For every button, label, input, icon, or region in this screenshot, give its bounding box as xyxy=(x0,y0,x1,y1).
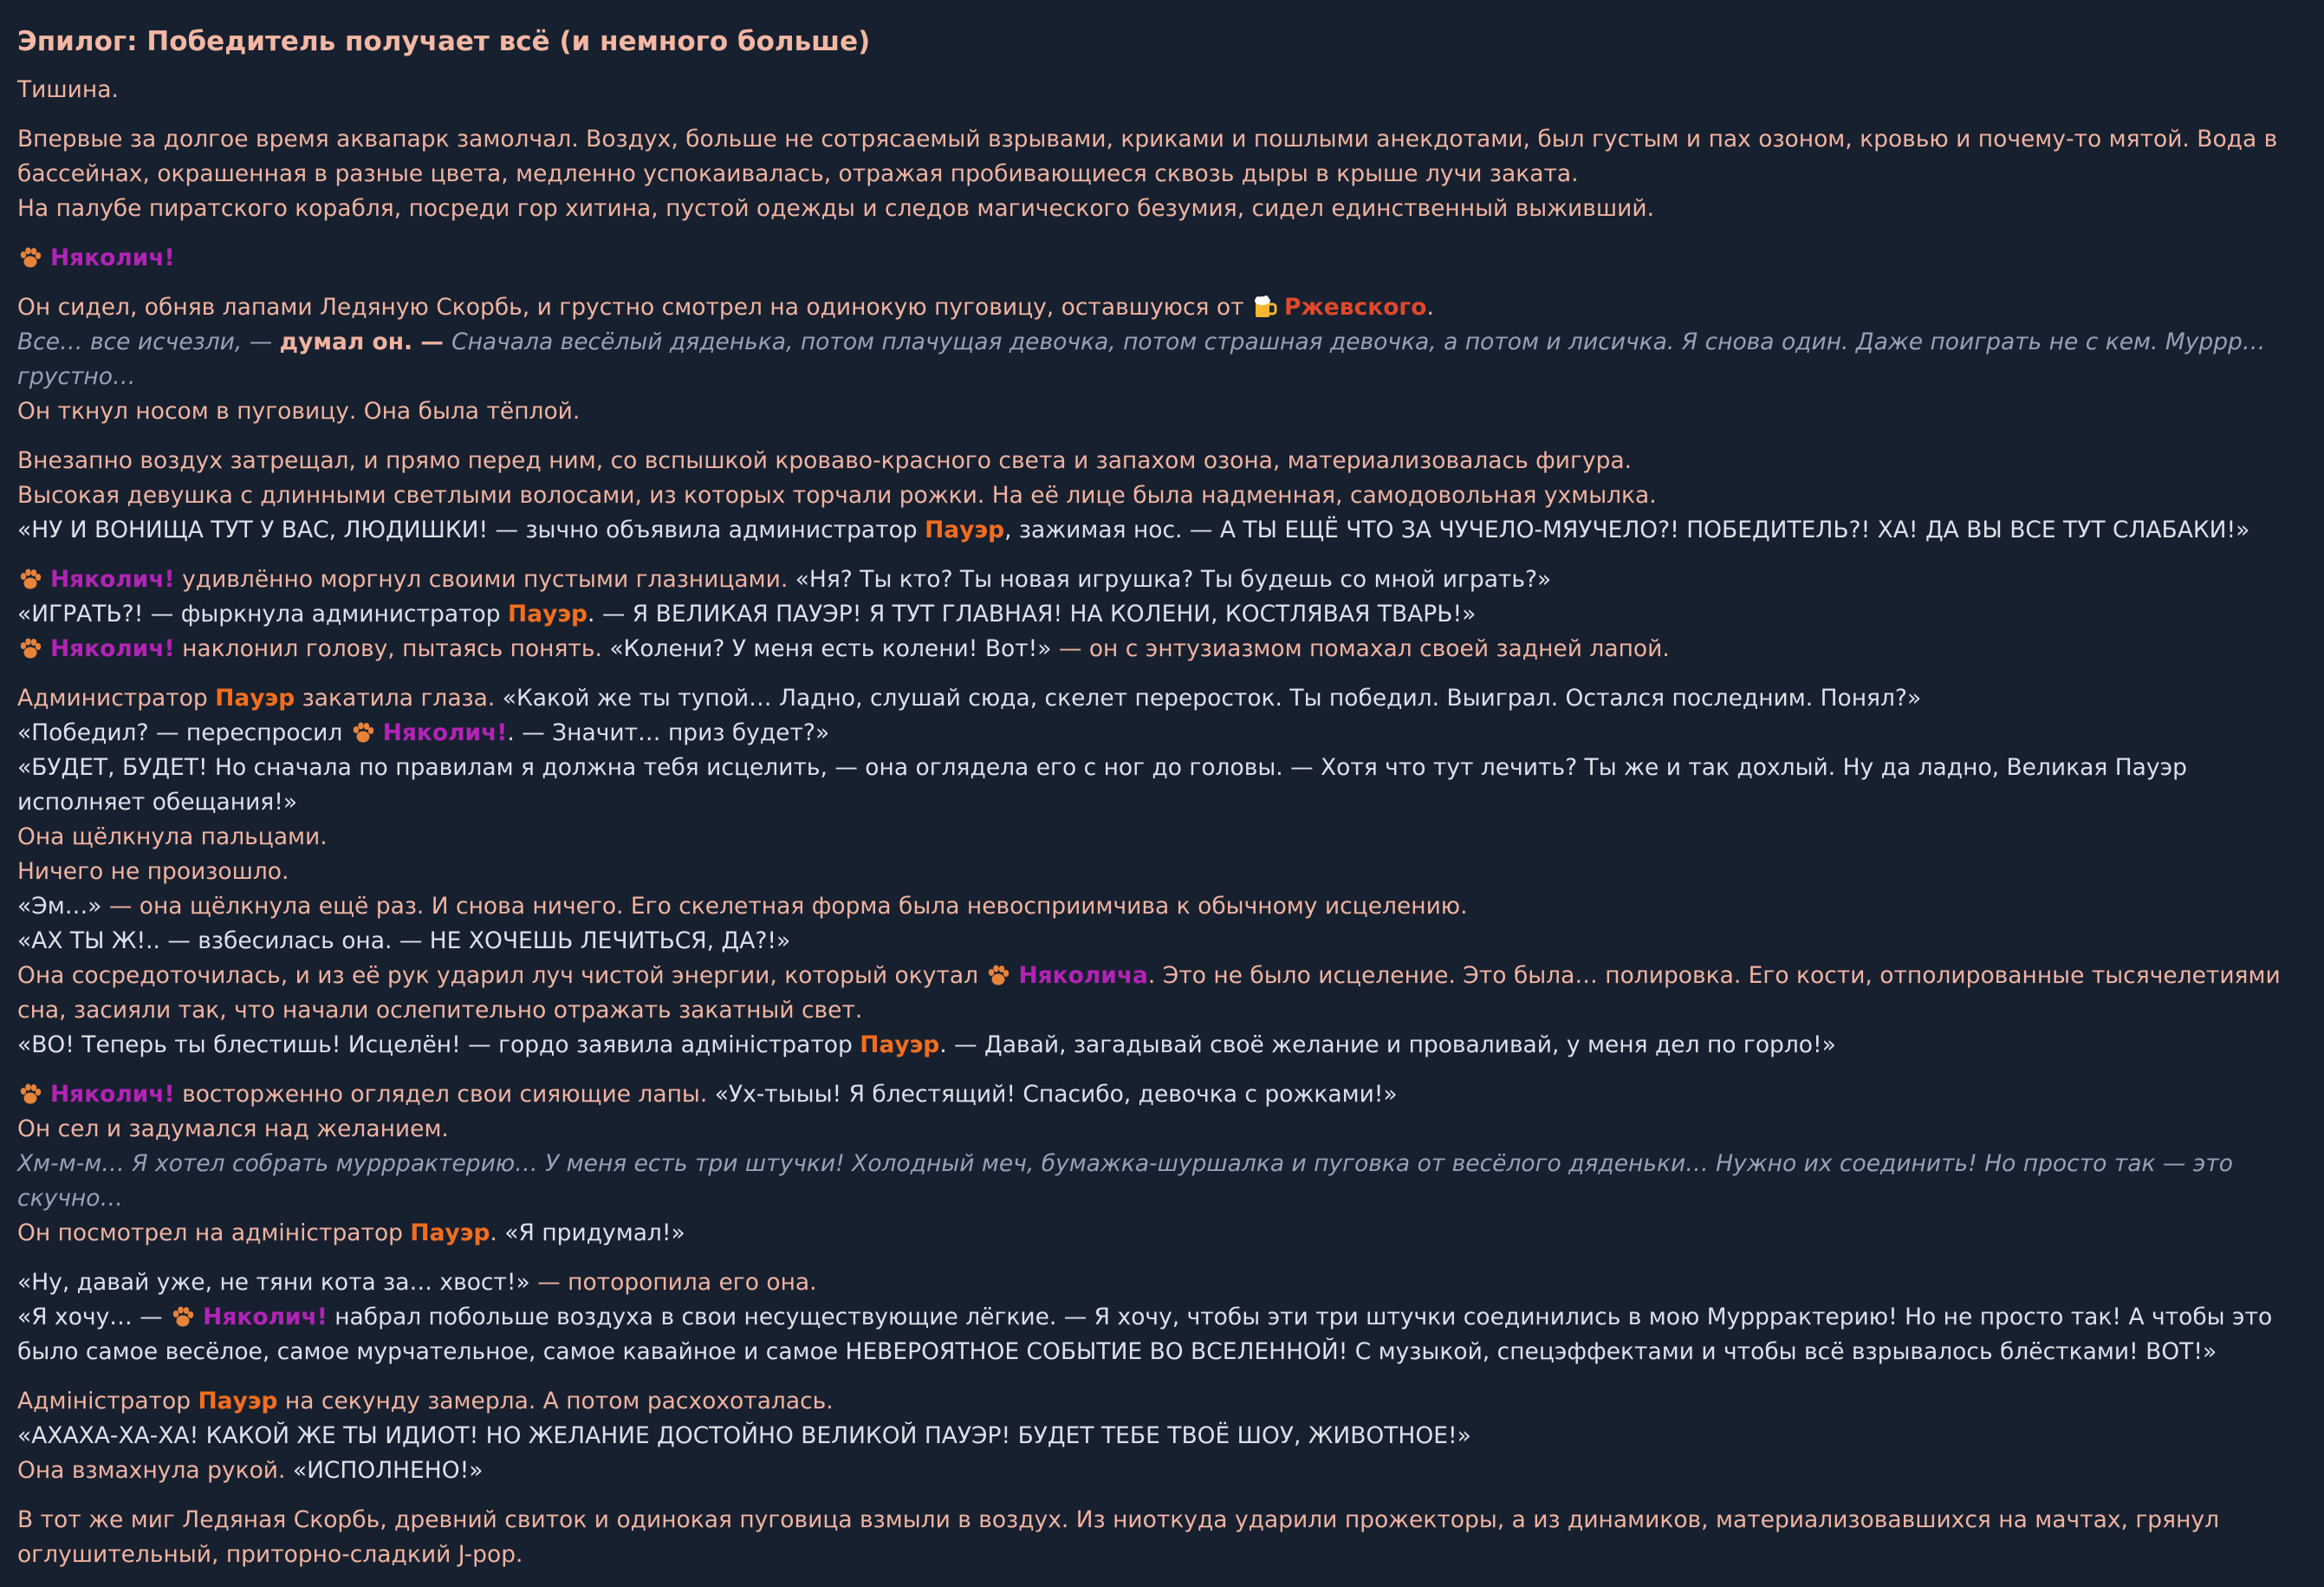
power-name: Пауэр xyxy=(410,1220,490,1246)
narration-text: Он посмотрел на адміністратор xyxy=(17,1220,411,1246)
story-paragraph xyxy=(17,563,2305,667)
narration-text: удивлённо моргнул своими пустыми глазницами. xyxy=(174,566,795,593)
story-line xyxy=(17,192,2305,226)
story-line xyxy=(17,1454,2305,1488)
story-line xyxy=(17,444,2305,478)
story-line xyxy=(17,716,2305,751)
story-line xyxy=(17,1147,2305,1216)
narration-text: Она щёлкнула пальцами. xyxy=(17,823,328,850)
epilogue-title: Эпилог: Победитель получает всё (и немного больше) xyxy=(17,26,871,57)
story-line xyxy=(17,73,2305,107)
speech-text: «Какой же ты тупой… Ладно, слушай сюда, скелет переросток. Ты победил. Выиграл. Остался последним. Понял?» xyxy=(502,685,1922,712)
story-paragraph xyxy=(17,241,2305,276)
rzhevsky-name: Ржевского xyxy=(1283,294,1427,321)
paw-icon xyxy=(17,1081,43,1107)
narration-text: на секунду замерла. А потом расхохоталась. xyxy=(277,1388,834,1415)
story-line xyxy=(17,597,2305,632)
narration-text: закатила глаза. xyxy=(295,685,503,712)
narration-text: Тишина. xyxy=(17,76,119,103)
paw-icon xyxy=(985,962,1011,988)
story-line xyxy=(17,1112,2305,1147)
story-paragraph xyxy=(17,681,2305,1063)
story-line xyxy=(17,290,2305,325)
speech-text: «АХАХА-ХА-ХА! КАКОЙ ЖЕ ТЫ ИДИОТ! НО ЖЕЛАНИЕ ДОСТОЙНО ВЕЛИКОЙ ПАУЭР! БУДЕТ ТЕБЕ ТВОЁ ШОУ, ЖИВОТНОЕ!» xyxy=(17,1422,1471,1449)
speech-text: . — Значит… приз будет?» xyxy=(507,719,830,746)
narration-text: . Это не было исцеление. Это была… полировка. Его кости, отполированные тысячелетиями сна, засияли так, что начали ослепительно отражать закатный свет. xyxy=(17,962,2281,1024)
nyakolich-name: Няколич! xyxy=(50,1081,175,1108)
story-line xyxy=(17,632,2305,667)
narration-text: Она взмахнула рукой. xyxy=(17,1457,293,1484)
narration-text: Адміністратор xyxy=(17,1388,198,1415)
story-line xyxy=(17,1216,2305,1251)
nyakolich-name: Няколич! xyxy=(50,566,175,593)
story-line xyxy=(17,924,2305,959)
narration-text: Ничего не произошло. xyxy=(17,858,289,885)
speech-text: «БУДЕТ, БУДЕТ! Но сначала по правилам я должна тебя исцелить, — она оглядела его с ног до головы. — Хотя что тут лечить? Ты же и так дохлый. Ну да ладно, Великая Пауэр исполняет обещания!» xyxy=(17,754,2187,816)
speech-text: . — Давай, загадывай своё желание и проваливай, у меня дел по горло!» xyxy=(939,1031,1836,1058)
story-line xyxy=(17,478,2305,513)
story-line xyxy=(17,820,2305,855)
narration-bold-text: думал он. — xyxy=(279,328,452,355)
speech-text: «Я придумал!» xyxy=(504,1220,685,1246)
story-line xyxy=(17,1419,2305,1454)
paw-icon xyxy=(350,719,376,745)
narration-text: Внезапно воздух затрещал, и прямо перед ним, со вспышкой кроваво-красного света и запахом озона, материализовалась фигура. xyxy=(17,447,1633,474)
story-line xyxy=(17,241,2305,276)
story-line xyxy=(17,959,2305,1028)
thought-text: Хм-м-м… Я хотел собрать мурррактерию… У меня есть три штучки! Холодный меч, бумажка-шуршалка и пуговка от весёлого дяденьки… Нужно их соединить! Но просто так — это скучно… xyxy=(17,1150,2233,1212)
paw-icon xyxy=(17,566,43,592)
narration-text: Он сидел, обняв лапами Ледяную Скорбь, и грустно смотрел на одинокую пуговицу, оставшуюся от xyxy=(17,294,1251,321)
story-line xyxy=(17,563,2305,597)
nyakolich-name: Няколича xyxy=(1018,962,1148,989)
power-name: Пауэр xyxy=(198,1388,278,1415)
story-paragraph xyxy=(17,122,2305,226)
story-paragraph xyxy=(17,290,2305,429)
story-body xyxy=(17,73,2305,1572)
story-paragraph xyxy=(17,444,2305,548)
story-line xyxy=(17,513,2305,548)
narration-text: . xyxy=(490,1220,505,1246)
narration-text: Администратор xyxy=(17,685,216,712)
story-line xyxy=(17,751,2305,820)
chat-message xyxy=(17,23,2305,1587)
speech-text: . — Я ВЕЛИКАЯ ПАУЭР! Я ТУТ ГЛАВНАЯ! НА КОЛЕНИ, КОСТЛЯВАЯ ТВАРЬ!» xyxy=(587,601,1477,628)
nyakolich-name: Няколич! xyxy=(50,244,175,271)
story-paragraph xyxy=(17,73,2305,107)
narration-text: восторженно оглядел свои сияющие лапы. xyxy=(174,1081,715,1108)
speech-text: «ИГРАТЬ?! — фыркнула администратор xyxy=(17,601,509,628)
nyakolich-name: Няколич! xyxy=(382,719,508,746)
paw-icon xyxy=(17,635,43,661)
speech-text: «Ну, давай уже, не тяни кота за… хвост!» xyxy=(17,1269,530,1296)
narration-text: Он сел и задумался над желанием. xyxy=(17,1115,449,1142)
narration-text: — она щёлкнула ещё раз. И снова ничего. Его скелетная форма была невосприимчива к обычному исцелению. xyxy=(101,893,1468,920)
story-paragraph xyxy=(17,1503,2305,1572)
beer-mug-icon xyxy=(1251,294,1277,320)
story-line xyxy=(17,1265,2305,1300)
story-paragraph xyxy=(17,1077,2305,1251)
speech-text: «ИСПОЛНЕНО!» xyxy=(292,1457,484,1484)
speech-text: «Победил? — переспросил xyxy=(17,719,350,746)
story-paragraph xyxy=(17,1384,2305,1488)
story-line xyxy=(17,855,2305,889)
story-line xyxy=(17,325,2305,394)
speech-text: «АХ ТЫ Ж!.. — взбесилась она. — НЕ ХОЧЕШЬ ЛЕЧИТЬСЯ, ДА?!» xyxy=(17,927,791,954)
story-line xyxy=(17,1028,2305,1063)
story-line xyxy=(17,1077,2305,1112)
story-line xyxy=(17,889,2305,924)
narration-text: — он с энтузиазмом помахал своей задней лапой. xyxy=(1051,635,1670,662)
paw-icon xyxy=(170,1304,196,1330)
story-line xyxy=(17,681,2305,716)
speech-text: «ВО! Теперь ты блестишь! Исцелён! — гордо заявила адміністратор xyxy=(17,1031,860,1058)
speech-text: , зажимая нос. — А ТЫ ЕЩЁ ЧТО ЗА ЧУЧЕЛО-МЯУЧЕЛО?! ПОБЕДИТЕЛЬ?! ХА! ДА ВЫ ВСЕ ТУТ СЛАБАКИ!» xyxy=(1004,517,2250,543)
nyakolich-name: Няколич! xyxy=(203,1304,328,1330)
thought-text: Сначала весёлый дяденька, потом плачущая девочка, потом страшная девочка, а потом и лисичка. Я снова один. Даже поиграть не с кем. Муррр… грустно… xyxy=(17,328,2266,390)
narration-text: . xyxy=(1426,294,1434,321)
nyakolich-name: Няколич! xyxy=(50,635,175,662)
narration-text: Он ткнул носом в пуговицу. Она была тёплой. xyxy=(17,398,581,425)
speech-text: «Ух-тыыы! Я блестящий! Спасибо, девочка с рожками!» xyxy=(714,1081,1398,1108)
power-name: Пауэр xyxy=(215,685,295,712)
speech-text: «Колени? У меня есть колени! Вот!» xyxy=(609,635,1052,662)
narration-text: Она сосредоточилась, и из её рук ударил луч чистой энергии, который окутал xyxy=(17,962,986,989)
speech-text: «Эм…» xyxy=(17,893,102,920)
speech-text: «Ня? Ты кто? Ты новая игрушка? Ты будешь со мной играть?» xyxy=(795,566,1552,593)
speech-text: «НУ И ВОНИЩА ТУТ У ВАС, ЛЮДИШКИ! — зычно объявила администратор xyxy=(17,517,925,543)
story-line xyxy=(17,1384,2305,1419)
narration-text: Высокая девушка с длинными светлыми волосами, из которых торчали рожки. На её лице была надменная, самодовольная ухмылка. xyxy=(17,482,1657,509)
speech-text: «Я хочу… — xyxy=(17,1304,171,1330)
story-line xyxy=(17,394,2305,429)
paw-icon xyxy=(17,244,43,270)
narration-text: В тот же миг Ледяная Скорбь, древний свиток и одинокая пуговица взмыли в воздух. Из ниоткуда ударили прожекторы, а из динамиков, материализовавшихся на мачтах, грянул оглушительный, приторно-сладкий J-pop. xyxy=(17,1506,2220,1568)
narration-text: Впервые за долгое время аквапарк замолчал. Воздух, больше не сотрясаемый взрывами, криками и пошлыми анекдотами, был густым и пах озоном, кровью и почему-то мятой. Вода в бассейнах, окрашенная в разные цвета, медленно успокаивалась, отражая пробивающиеся сквозь дыры в крыше лучи заката. xyxy=(17,126,2278,187)
narration-text: На палубе пиратского корабля, посреди гор хитина, пустой одежды и следов магического безумия, сидел единственный выживший. xyxy=(17,195,1655,222)
power-name: Пауэр xyxy=(925,517,1005,543)
power-name: Пауэр xyxy=(508,601,588,628)
story-line xyxy=(17,1503,2305,1572)
speech-text: набрал побольше воздуха в свои несуществующие лёгкие. — Я хочу, чтобы эти три штучки соединились в мою Мурррактерию! Но не просто так! А чтобы это было самое весёлое, самое мурчательное, самое кавайное и самое НЕВЕРОЯТНОЕ СОБЫТИЕ ВО ВСЕЛЕННОЙ! С музыкой, спецэффектами и чтобы всё взрывалось блёстками! ВОТ!» xyxy=(17,1304,2273,1365)
story-paragraph xyxy=(17,1265,2305,1369)
power-name: Пауэр xyxy=(860,1031,940,1058)
narration-text: наклонил голову, пытаясь понять. xyxy=(174,635,610,662)
narration-text: — поторопила его она. xyxy=(529,1269,817,1296)
thought-text: Все… все исчезли, — xyxy=(17,328,280,355)
story-line xyxy=(17,122,2305,192)
story-line xyxy=(17,1300,2305,1369)
